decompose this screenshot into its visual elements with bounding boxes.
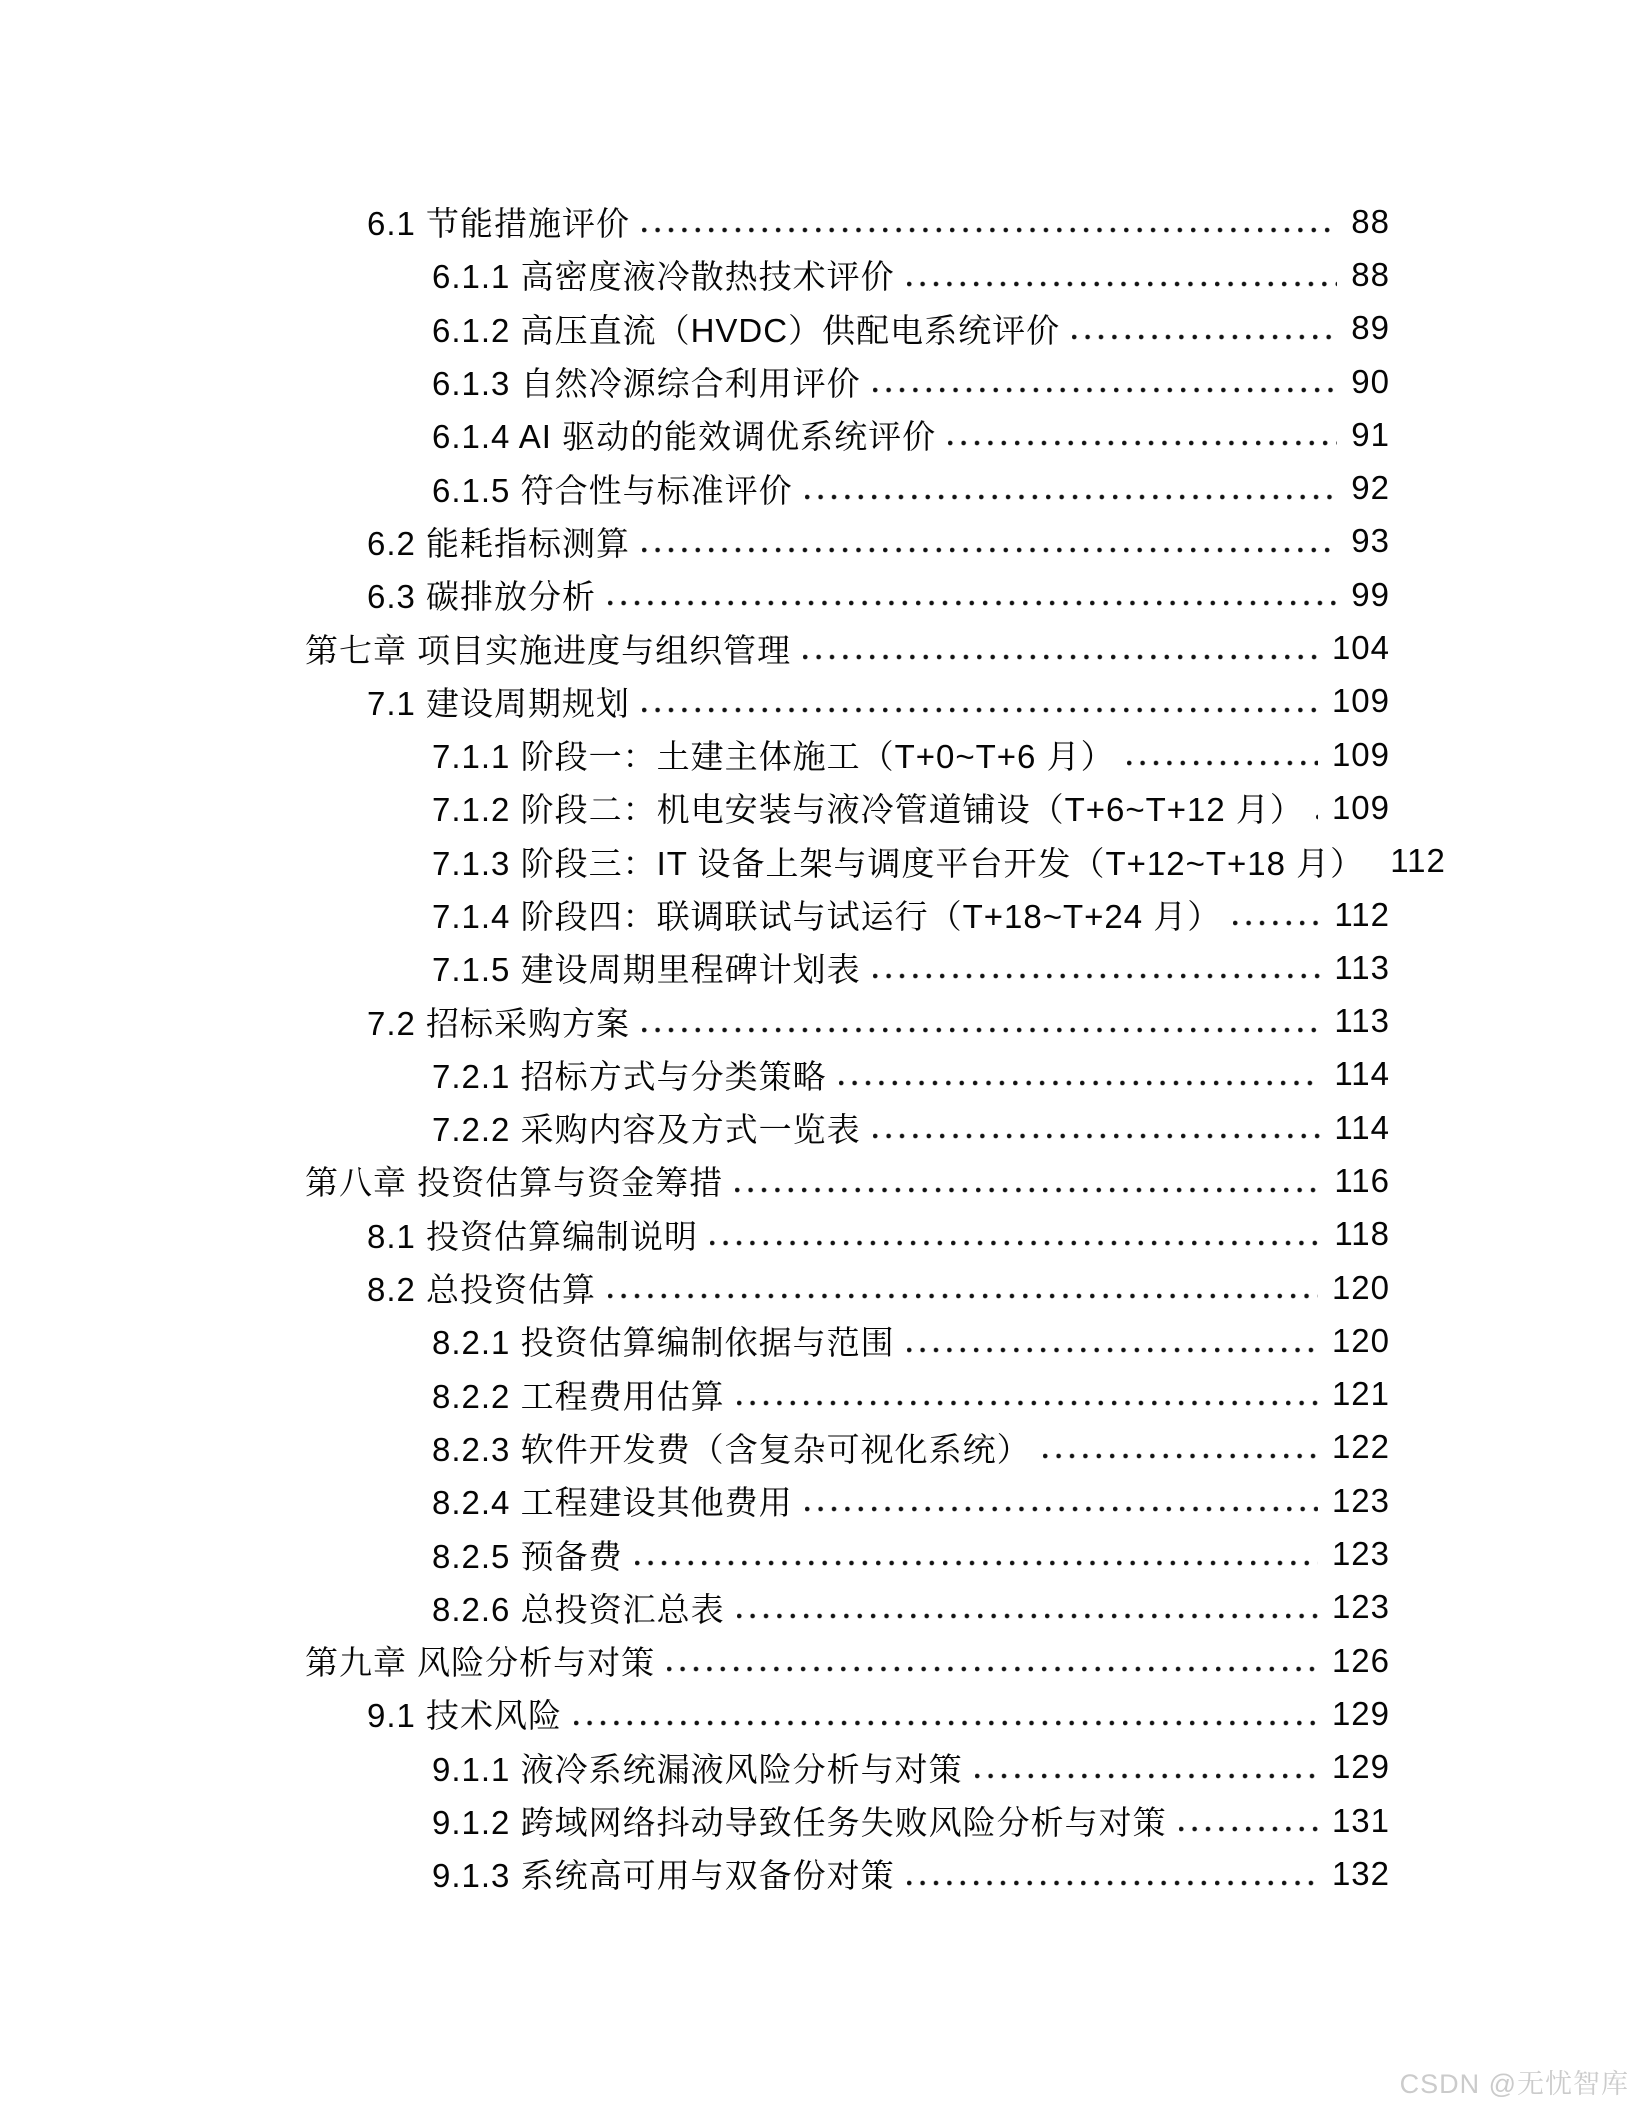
toc-entry[interactable] bbox=[305, 1208, 1390, 1261]
toc-entry[interactable] bbox=[305, 568, 1390, 621]
toc-entry[interactable] bbox=[305, 781, 1390, 834]
toc-entry-label: 8.2.5 预备费 bbox=[432, 1537, 623, 1575]
toc-entry-label: 第八章 投资估算与资金筹措 bbox=[305, 1164, 724, 1202]
dot-leader bbox=[735, 1187, 1320, 1193]
dot-leader bbox=[642, 1027, 1320, 1033]
toc-entry[interactable] bbox=[305, 1527, 1390, 1580]
dot-leader bbox=[574, 1720, 1318, 1726]
watermark: CSDN @无忧智库 bbox=[1399, 2069, 1629, 2099]
dot-leader bbox=[803, 654, 1318, 660]
toc-entry-page: 116 bbox=[1334, 1161, 1390, 1199]
toc-entry-page: 109 bbox=[1331, 788, 1390, 826]
toc-entry-page: 112 bbox=[1334, 895, 1390, 933]
dot-leader bbox=[1127, 760, 1318, 766]
toc-entry-page: 88 bbox=[1351, 202, 1390, 240]
toc-entry-label: 9.1.3 系统高可用与双备份对策 bbox=[432, 1857, 895, 1895]
dot-leader bbox=[873, 1133, 1321, 1139]
toc-entry-label: 6.1.3 自然冷源综合利用评价 bbox=[432, 365, 861, 403]
toc-entry-label: 6.2 能耗指标测算 bbox=[367, 524, 631, 562]
toc-entry[interactable] bbox=[305, 1474, 1390, 1527]
toc-entry-label: 6.1 节能措施评价 bbox=[367, 205, 631, 243]
toc-entry-label: 7.1.5 建设周期里程碑计划表 bbox=[432, 951, 861, 989]
toc-entry-page: 114 bbox=[1334, 1108, 1390, 1146]
dot-leader bbox=[737, 1613, 1318, 1619]
dot-leader bbox=[642, 707, 1318, 713]
toc-entry[interactable] bbox=[305, 248, 1390, 301]
toc-entry-label: 7.1 建设周期规划 bbox=[367, 684, 631, 722]
toc-entry-page: 122 bbox=[1331, 1428, 1390, 1466]
toc-entry-label: 9.1 技术风险 bbox=[367, 1697, 563, 1735]
toc-entry-label: 7.2.2 采购内容及方式一览表 bbox=[432, 1111, 861, 1149]
toc-entry-page: 123 bbox=[1331, 1535, 1390, 1573]
toc-entry[interactable] bbox=[305, 1794, 1390, 1847]
toc-entry[interactable] bbox=[305, 1261, 1390, 1314]
toc-entry[interactable] bbox=[305, 408, 1390, 461]
toc-entry[interactable] bbox=[305, 941, 1390, 994]
dot-leader bbox=[710, 1240, 1320, 1246]
toc-entry-page: 91 bbox=[1351, 415, 1390, 453]
toc-entry-page: 113 bbox=[1334, 1002, 1390, 1040]
toc-entry[interactable] bbox=[305, 515, 1390, 568]
toc-entry-label: 8.1 投资估算编制说明 bbox=[367, 1217, 699, 1255]
toc-entry-page: 118 bbox=[1334, 1215, 1390, 1253]
toc-entry-page: 129 bbox=[1331, 1694, 1390, 1732]
toc-entry-label: 6.1.4 AI 驱动的能效调优系统评价 bbox=[432, 418, 937, 456]
toc-entry-page: 99 bbox=[1351, 575, 1390, 613]
toc-entry-page: 114 bbox=[1334, 1055, 1390, 1093]
toc-entry[interactable] bbox=[305, 1368, 1390, 1421]
dot-leader bbox=[839, 1080, 1321, 1086]
toc-entry-label: 7.2 招标采购方案 bbox=[367, 1004, 631, 1042]
dot-leader bbox=[608, 1293, 1318, 1299]
toc-entry-page: 123 bbox=[1331, 1588, 1390, 1626]
toc-entry-label: 8.2.3 软件开发费（含复杂可视化系统） bbox=[432, 1430, 1031, 1468]
toc-entry-page: 126 bbox=[1331, 1641, 1390, 1679]
toc-entry-label: 8.2.4 工程建设其他费用 bbox=[432, 1484, 793, 1522]
dot-leader bbox=[642, 227, 1337, 233]
dot-leader bbox=[948, 440, 1337, 446]
toc-entry[interactable] bbox=[305, 675, 1390, 728]
toc-entry-label: 7.1.3 阶段三：IT 设备上架与调度平台开发（T+12~T+18 月） bbox=[432, 844, 1365, 882]
table-of-contents bbox=[305, 195, 1446, 1901]
dot-leader bbox=[805, 494, 1338, 500]
toc-entry-label: 7.1.4 阶段四：联调联试与试运行（T+18~T+24 月） bbox=[432, 898, 1222, 935]
toc-entry[interactable] bbox=[305, 1101, 1390, 1154]
dot-leader bbox=[667, 1666, 1318, 1672]
toc-entry-page: 112 bbox=[1390, 842, 1446, 880]
dot-leader bbox=[1072, 334, 1337, 340]
toc-entry-label: 第九章 风险分析与对策 bbox=[305, 1644, 656, 1682]
toc-entry[interactable] bbox=[305, 1847, 1390, 1900]
toc-entry[interactable] bbox=[305, 621, 1390, 674]
toc-entry-label: 第七章 项目实施进度与组织管理 bbox=[305, 631, 792, 669]
dot-leader bbox=[1233, 920, 1320, 926]
toc-entry-label: 8.2.2 工程费用估算 bbox=[432, 1377, 725, 1415]
toc-entry-label: 6.1.2 高压直流（HVDC）供配电系统评价 bbox=[432, 311, 1061, 349]
toc-entry-page: 88 bbox=[1351, 255, 1390, 293]
toc-entry-page: 120 bbox=[1331, 1268, 1390, 1306]
dot-leader bbox=[608, 600, 1337, 606]
toc-entry[interactable] bbox=[305, 1581, 1390, 1634]
toc-entry[interactable] bbox=[305, 302, 1390, 355]
toc-entry-label: 6.3 碳排放分析 bbox=[367, 578, 597, 616]
dot-leader bbox=[907, 281, 1338, 287]
toc-entry[interactable] bbox=[305, 1154, 1390, 1207]
toc-entry-page: 104 bbox=[1331, 629, 1390, 667]
toc-entry[interactable] bbox=[305, 994, 1390, 1047]
toc-entry-label: 9.1.2 跨域网络抖动导致任务失败风险分析与对策 bbox=[432, 1804, 1167, 1842]
toc-entry[interactable] bbox=[305, 1687, 1390, 1740]
toc-entry-label: 8.2 总投资估算 bbox=[367, 1271, 597, 1309]
dot-leader bbox=[1179, 1826, 1318, 1832]
toc-entry-label: 8.2.1 投资估算编制依据与范围 bbox=[432, 1324, 895, 1362]
dot-leader bbox=[642, 547, 1337, 553]
toc-entry-page: 131 bbox=[1331, 1801, 1390, 1839]
toc-entry-page: 93 bbox=[1351, 522, 1390, 560]
toc-entry-page: 113 bbox=[1334, 948, 1390, 986]
toc-entry-page: 120 bbox=[1331, 1321, 1390, 1359]
dot-leader bbox=[1043, 1453, 1318, 1459]
toc-entry[interactable] bbox=[305, 1421, 1390, 1474]
dot-leader bbox=[873, 387, 1338, 393]
toc-entry-page: 109 bbox=[1331, 735, 1390, 773]
dot-leader bbox=[805, 1506, 1318, 1512]
toc-entry-label: 7.2.1 招标方式与分类策略 bbox=[432, 1057, 827, 1095]
toc-entry[interactable] bbox=[305, 888, 1390, 941]
toc-entry[interactable] bbox=[305, 1634, 1390, 1687]
dot-leader bbox=[737, 1400, 1318, 1406]
dot-leader bbox=[907, 1347, 1318, 1353]
toc-entry-page: 129 bbox=[1331, 1748, 1390, 1786]
toc-entry-page: 132 bbox=[1331, 1854, 1390, 1892]
toc-entry[interactable] bbox=[305, 1314, 1390, 1367]
toc-entry-page: 89 bbox=[1351, 309, 1390, 347]
toc-entry-label: 8.2.6 总投资汇总表 bbox=[432, 1590, 725, 1628]
toc-entry[interactable] bbox=[305, 1741, 1390, 1794]
toc-entry-page: 123 bbox=[1331, 1481, 1390, 1519]
toc-entry-page: 90 bbox=[1351, 362, 1390, 400]
dot-leader bbox=[975, 1773, 1318, 1779]
toc-entry-label: 6.1.5 符合性与标准评价 bbox=[432, 471, 793, 509]
toc-entry-page: 92 bbox=[1351, 469, 1390, 507]
dot-leader bbox=[635, 1560, 1318, 1566]
toc-entry[interactable] bbox=[305, 461, 1390, 514]
toc-entry[interactable] bbox=[305, 355, 1390, 408]
dot-leader bbox=[1316, 814, 1318, 820]
toc-entry-label: 9.1.1 液冷系统漏液风险分析与对策 bbox=[432, 1750, 963, 1788]
dot-leader bbox=[873, 973, 1321, 979]
toc-entry-page: 121 bbox=[1331, 1375, 1390, 1413]
toc-entry[interactable] bbox=[305, 835, 1446, 888]
toc-entry[interactable] bbox=[305, 728, 1390, 781]
dot-leader bbox=[907, 1880, 1318, 1886]
toc-entry[interactable] bbox=[305, 1048, 1390, 1101]
toc-entry-page: 109 bbox=[1331, 682, 1390, 720]
toc-entry[interactable] bbox=[305, 195, 1390, 248]
toc-entry-label: 6.1.1 高密度液冷散热技术评价 bbox=[432, 258, 895, 296]
toc-entry-label: 7.1.1 阶段一：土建主体施工（T+0~T+6 月） bbox=[432, 738, 1115, 776]
toc-entry-label: 7.1.2 阶段二：机电安装与液冷管道铺设（T+6~T+12 月） bbox=[432, 791, 1304, 829]
